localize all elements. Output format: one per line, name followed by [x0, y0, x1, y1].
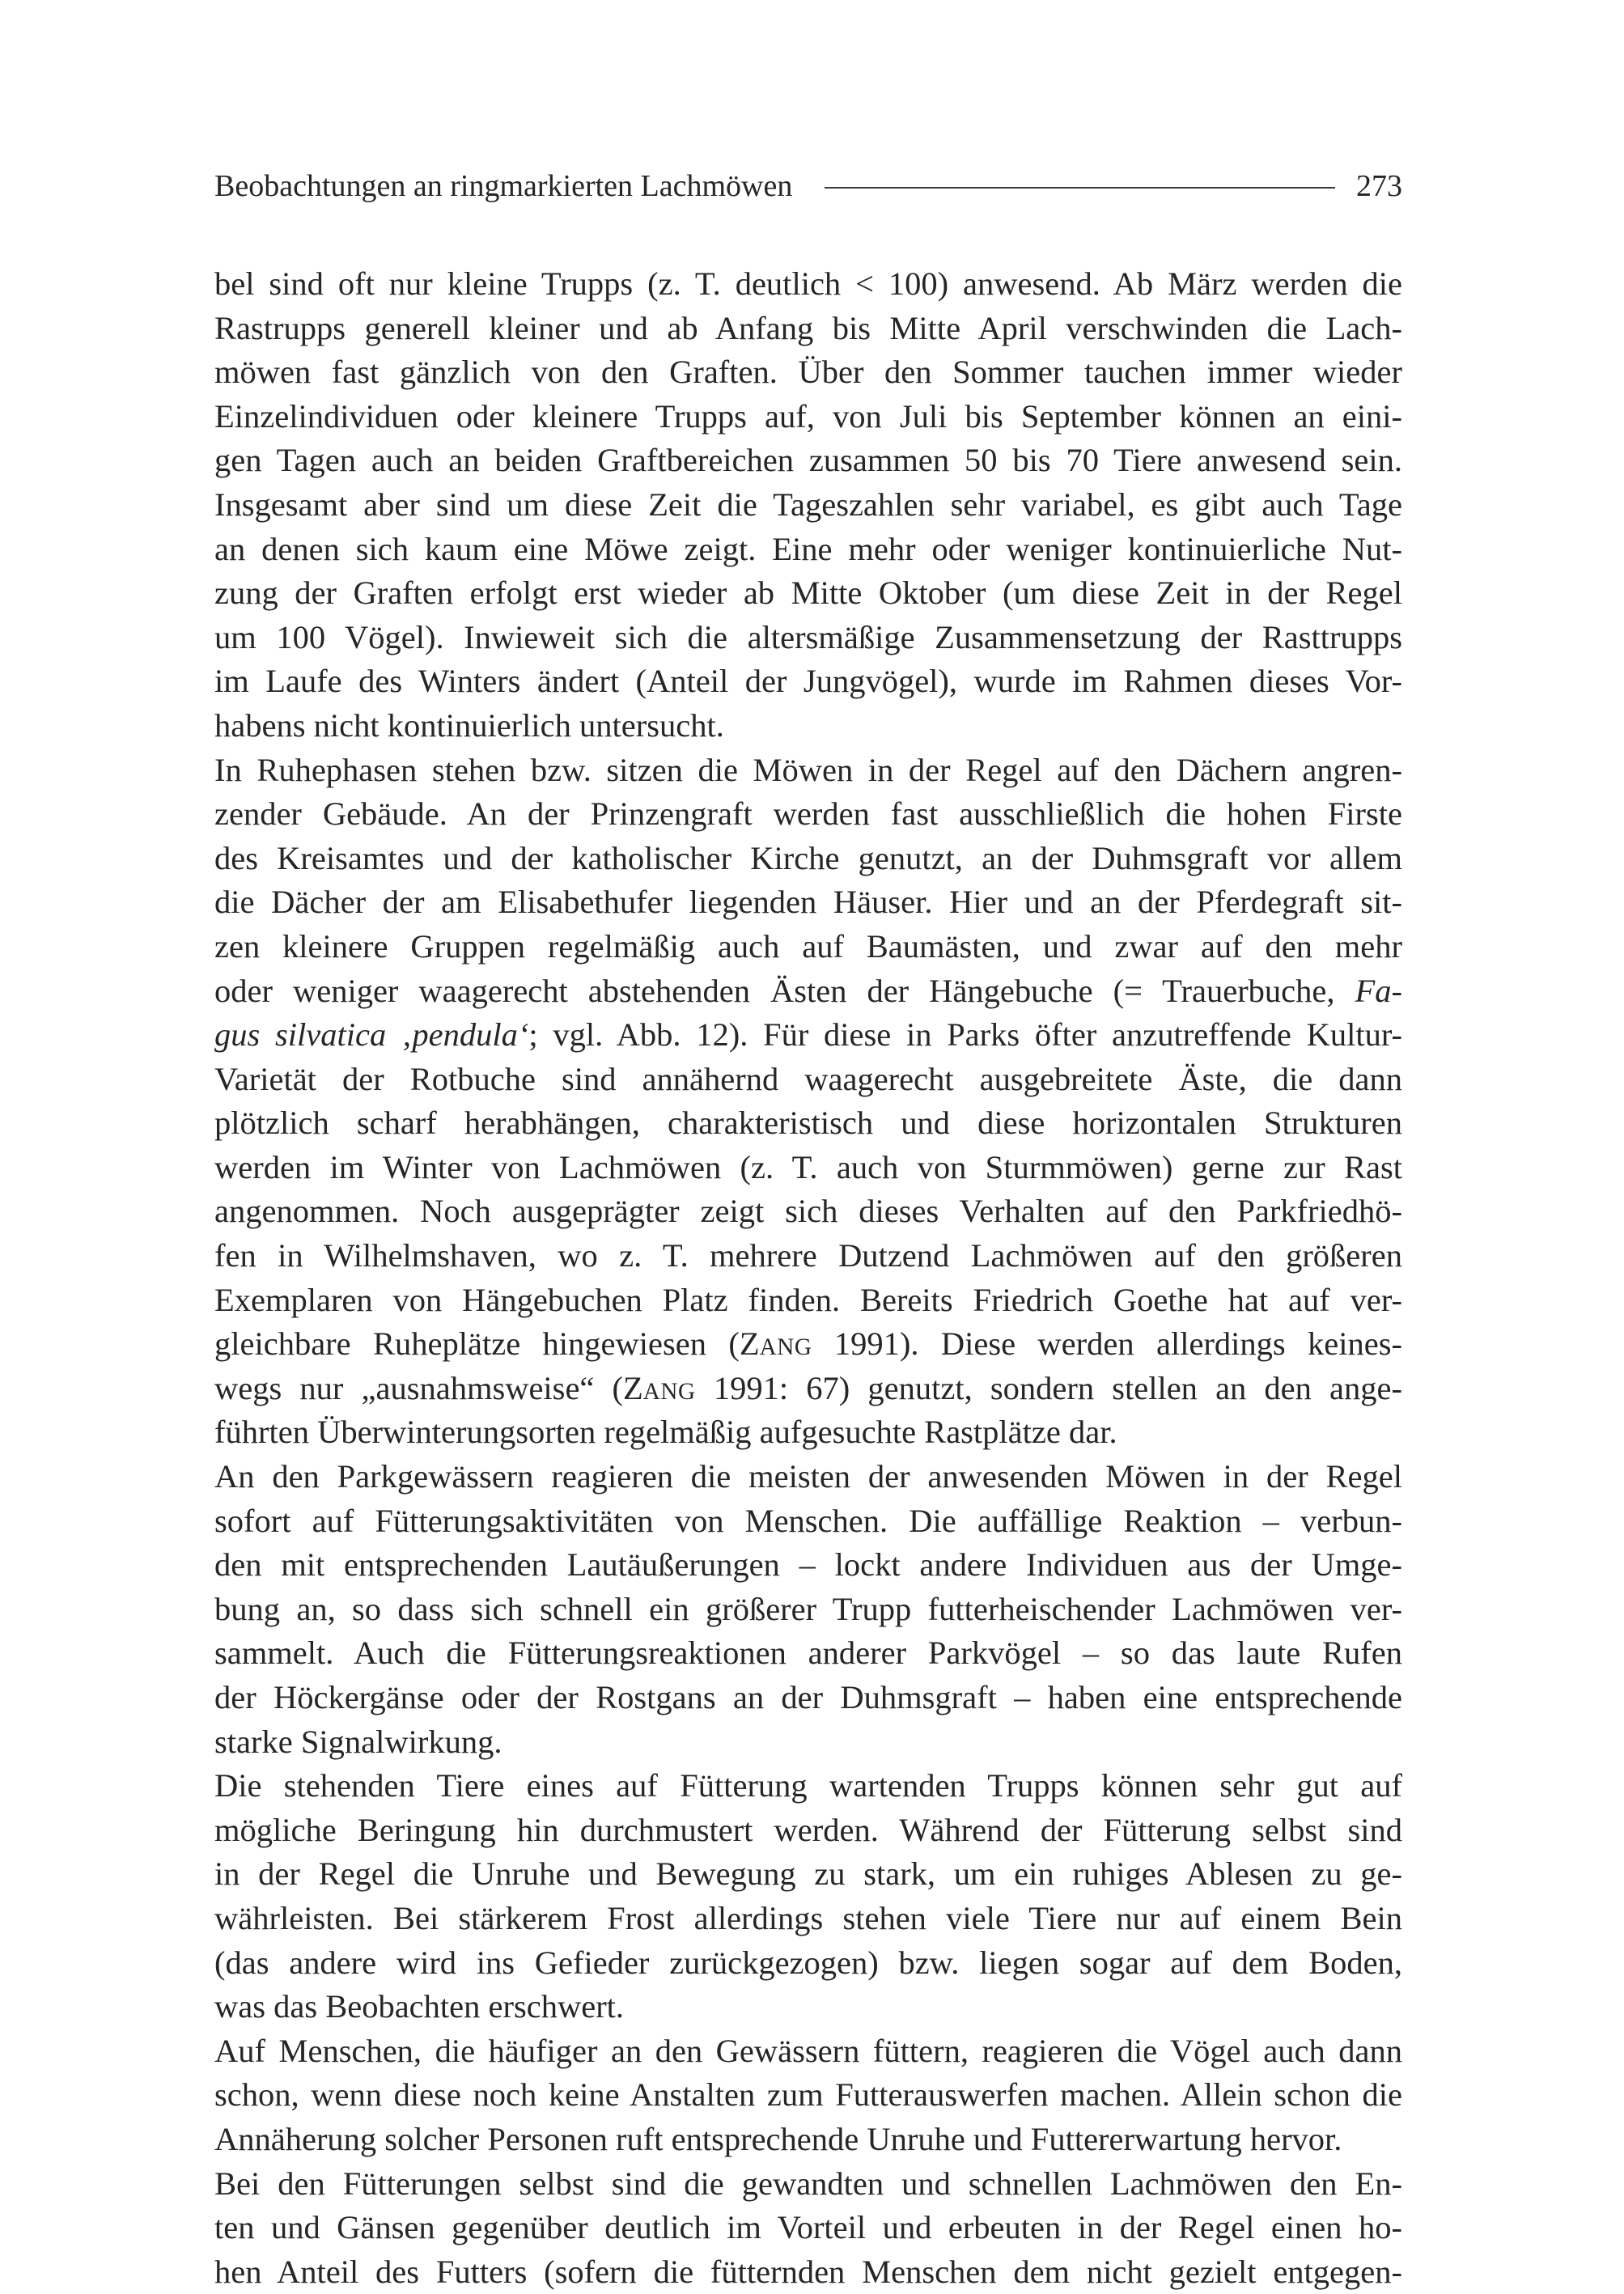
text-line: in der Regel die Unruhe und Bewegung zu stark, um ein ruhiges Ablesen zu ge-: [214, 1855, 1402, 1893]
text-line: In Ruhephasen stehen bzw. sitzen die Möwen in der Regel auf den Dächern angren-: [214, 751, 1402, 788]
text-line: hen Anteil des Futters (sofern die fütternden Menschen dem nicht gezielt entgegen-: [214, 2253, 1402, 2290]
paragraph: [214, 2162, 1402, 2294]
text-line: führten Überwinterungsorten regelmäßig aufgesuchte Rastplätze dar.: [214, 1414, 1117, 1451]
text-line: Einzelindividuen oder kleinere Trupps auf, von Juli bis September können an eini-: [214, 397, 1402, 435]
text-line: An den Parkgewässern reagieren die meisten der anwesenden Möwen in der Regel: [214, 1458, 1402, 1495]
text-line: Varietät der Rotbuche sind annähernd waagerecht ausgebreitete Äste, die dann: [214, 1060, 1402, 1097]
text-line: angenommen. Noch ausgeprägter zeigt sich dieses Verhalten auf den Parkfriedhö-: [214, 1193, 1402, 1230]
text-line: die Dächer der am Elisabethufer liegenden Häuser. Hier und an der Pferdegraft sit-: [214, 884, 1402, 921]
text-line: sammelt. Auch die Fütterungsreaktionen anderer Parkvögel – so das laute Rufen: [214, 1635, 1402, 1672]
text-line: möwen fast gänzlich von den Graften. Über den Sommer tauchen immer wieder: [214, 354, 1402, 391]
text-line: plötzlich scharf herabhängen, charakteristisch und diese horizontalen Strukturen: [214, 1105, 1402, 1142]
text-line: Exemplaren von Hängebuchen Platz finden. Bereits Friedrich Goethe hat auf ver-: [214, 1281, 1402, 1318]
text-line: Rastrupps generell kleiner und ab Anfang bis Mitte April verschwinden die Lach-: [214, 309, 1402, 346]
text-line: im Laufe des Winters ändert (Anteil der Jungvögel), wurde im Rahmen dieses Vor-: [214, 663, 1402, 700]
text-line: (das andere wird ins Gefieder zurückgezogen) bzw. liegen sogar auf dem Boden,: [214, 1944, 1402, 1981]
text-line: bung an, so dass sich schnell ein größerer Trupp futterheischender Lachmöwen ver-: [214, 1590, 1402, 1627]
text-line: starke Signalwirkung.: [214, 1723, 502, 1760]
text-line: sofort auf Fütterungsaktivitäten von Menschen. Die auffällige Reaktion – verbun-: [214, 1502, 1402, 1539]
paragraph: [214, 262, 1402, 748]
text-line: Annäherung solcher Personen ruft entsprechende Unruhe und Futtererwartung hervor.: [214, 2120, 1342, 2157]
paragraph: [214, 2029, 1402, 2162]
text-line: ten und Gänsen gegenüber deutlich im Vorteil und erbeuten in der Regel einen ho-: [214, 2209, 1402, 2246]
text-line: wegs nur „ausnahmsweise“ (ZANG 1991: 67) genutzt, sondern stellen an den ange-: [214, 1369, 1402, 1406]
text-line: gen Tagen auch an beiden Graftbereichen zusammen 50 bis 70 Tiere anwesend sein.: [214, 442, 1402, 479]
text-line: zen kleinere Gruppen regelmäßig auch auf Baumästen, und zwar auf den mehr: [214, 927, 1402, 965]
text-line: des Kreisamtes und der katholischer Kirche genutzt, an der Duhmsgraft vor allem: [214, 839, 1402, 876]
running-header: [214, 162, 1402, 210]
text-line: gleichbare Ruheplätze hingewiesen (ZANG 1991). Diese werden allerdings keines-: [214, 1325, 1403, 1363]
text-line: Insgesamt aber sind um diese Zeit die Tageszahlen sehr variabel, es gibt auch Tage: [214, 486, 1402, 523]
text-line: Auf Menschen, die häufiger an den Gewässern füttern, reagieren die Vögel auch dann: [214, 2032, 1402, 2069]
text-line: werden im Winter von Lachmöwen (z. T. auch von Sturmmöwen) gerne zur Rast: [214, 1148, 1402, 1185]
text-line: bel sind oft nur kleine Trupps (z. T. deutlich < 100) anwesend. Ab März werden die: [214, 265, 1402, 302]
paragraph: [214, 1764, 1402, 2029]
text-line: Bei den Fütterungen selbst sind die gewandten und schnellen Lachmöwen den En-: [214, 2165, 1402, 2202]
text-line: habens nicht kontinuierlich untersucht.: [214, 706, 724, 744]
text-line: währleisten. Bei stärkerem Frost allerdings stehen viele Tiere nur auf einem Bein: [214, 1899, 1402, 1936]
text-line: den mit entsprechenden Lautäußerungen – lockt andere Individuen aus der Umge-: [214, 1546, 1402, 1584]
paragraph: [214, 748, 1402, 1456]
header-rule: [825, 187, 1335, 189]
text-line: zender Gebäude. An der Prinzengraft werden fast ausschließlich die hohen Firste: [214, 795, 1402, 833]
text-line: gus silvatica ‚pendula‘; vgl. Abb. 12). Für diese in Parks öfter anzutreffende Kultur-: [214, 1016, 1402, 1054]
text-line: schon, wenn diese noch keine Anstalten zum Futterauswerfen machen. Allein schon die: [214, 2076, 1402, 2114]
text-line: was das Beobachten erschwert.: [214, 1988, 625, 2025]
running-title: Beobachtungen an ringmarkierten Lachmöwen: [214, 169, 793, 203]
text-line: oder weniger waagerecht abstehenden Ästen der Hängebuche (= Trauerbuche, Fa-: [214, 972, 1402, 1009]
text-line: Die stehenden Tiere eines auf Fütterung wartenden Trupps können sehr gut auf: [214, 1767, 1402, 1804]
text-line: an denen sich kaum eine Möwe zeigt. Eine mehr oder weniger kontinuierliche Nut-: [214, 530, 1402, 567]
paragraph: [214, 1455, 1402, 1764]
text-line: mögliche Beringung hin durchmustert werden. Während der Fütterung selbst sind: [214, 1811, 1402, 1848]
body-text: [214, 262, 1402, 2294]
text-line: fen in Wilhelmshaven, wo z. T. mehrere Dutzend Lachmöwen auf den größeren: [214, 1237, 1402, 1274]
page-number: 273: [1356, 169, 1402, 203]
text-line: um 100 Vögel). Inwieweit sich die altersmäßige Zusammensetzung der Rasttrupps: [214, 618, 1402, 655]
text-line: zung der Graften erfolgt erst wieder ab Mitte Oktober (um diese Zeit in der Regel: [214, 575, 1402, 612]
text-line: der Höckergänse oder der Rostgans an der Duhmsgraft – haben eine entsprechende: [214, 1679, 1402, 1715]
